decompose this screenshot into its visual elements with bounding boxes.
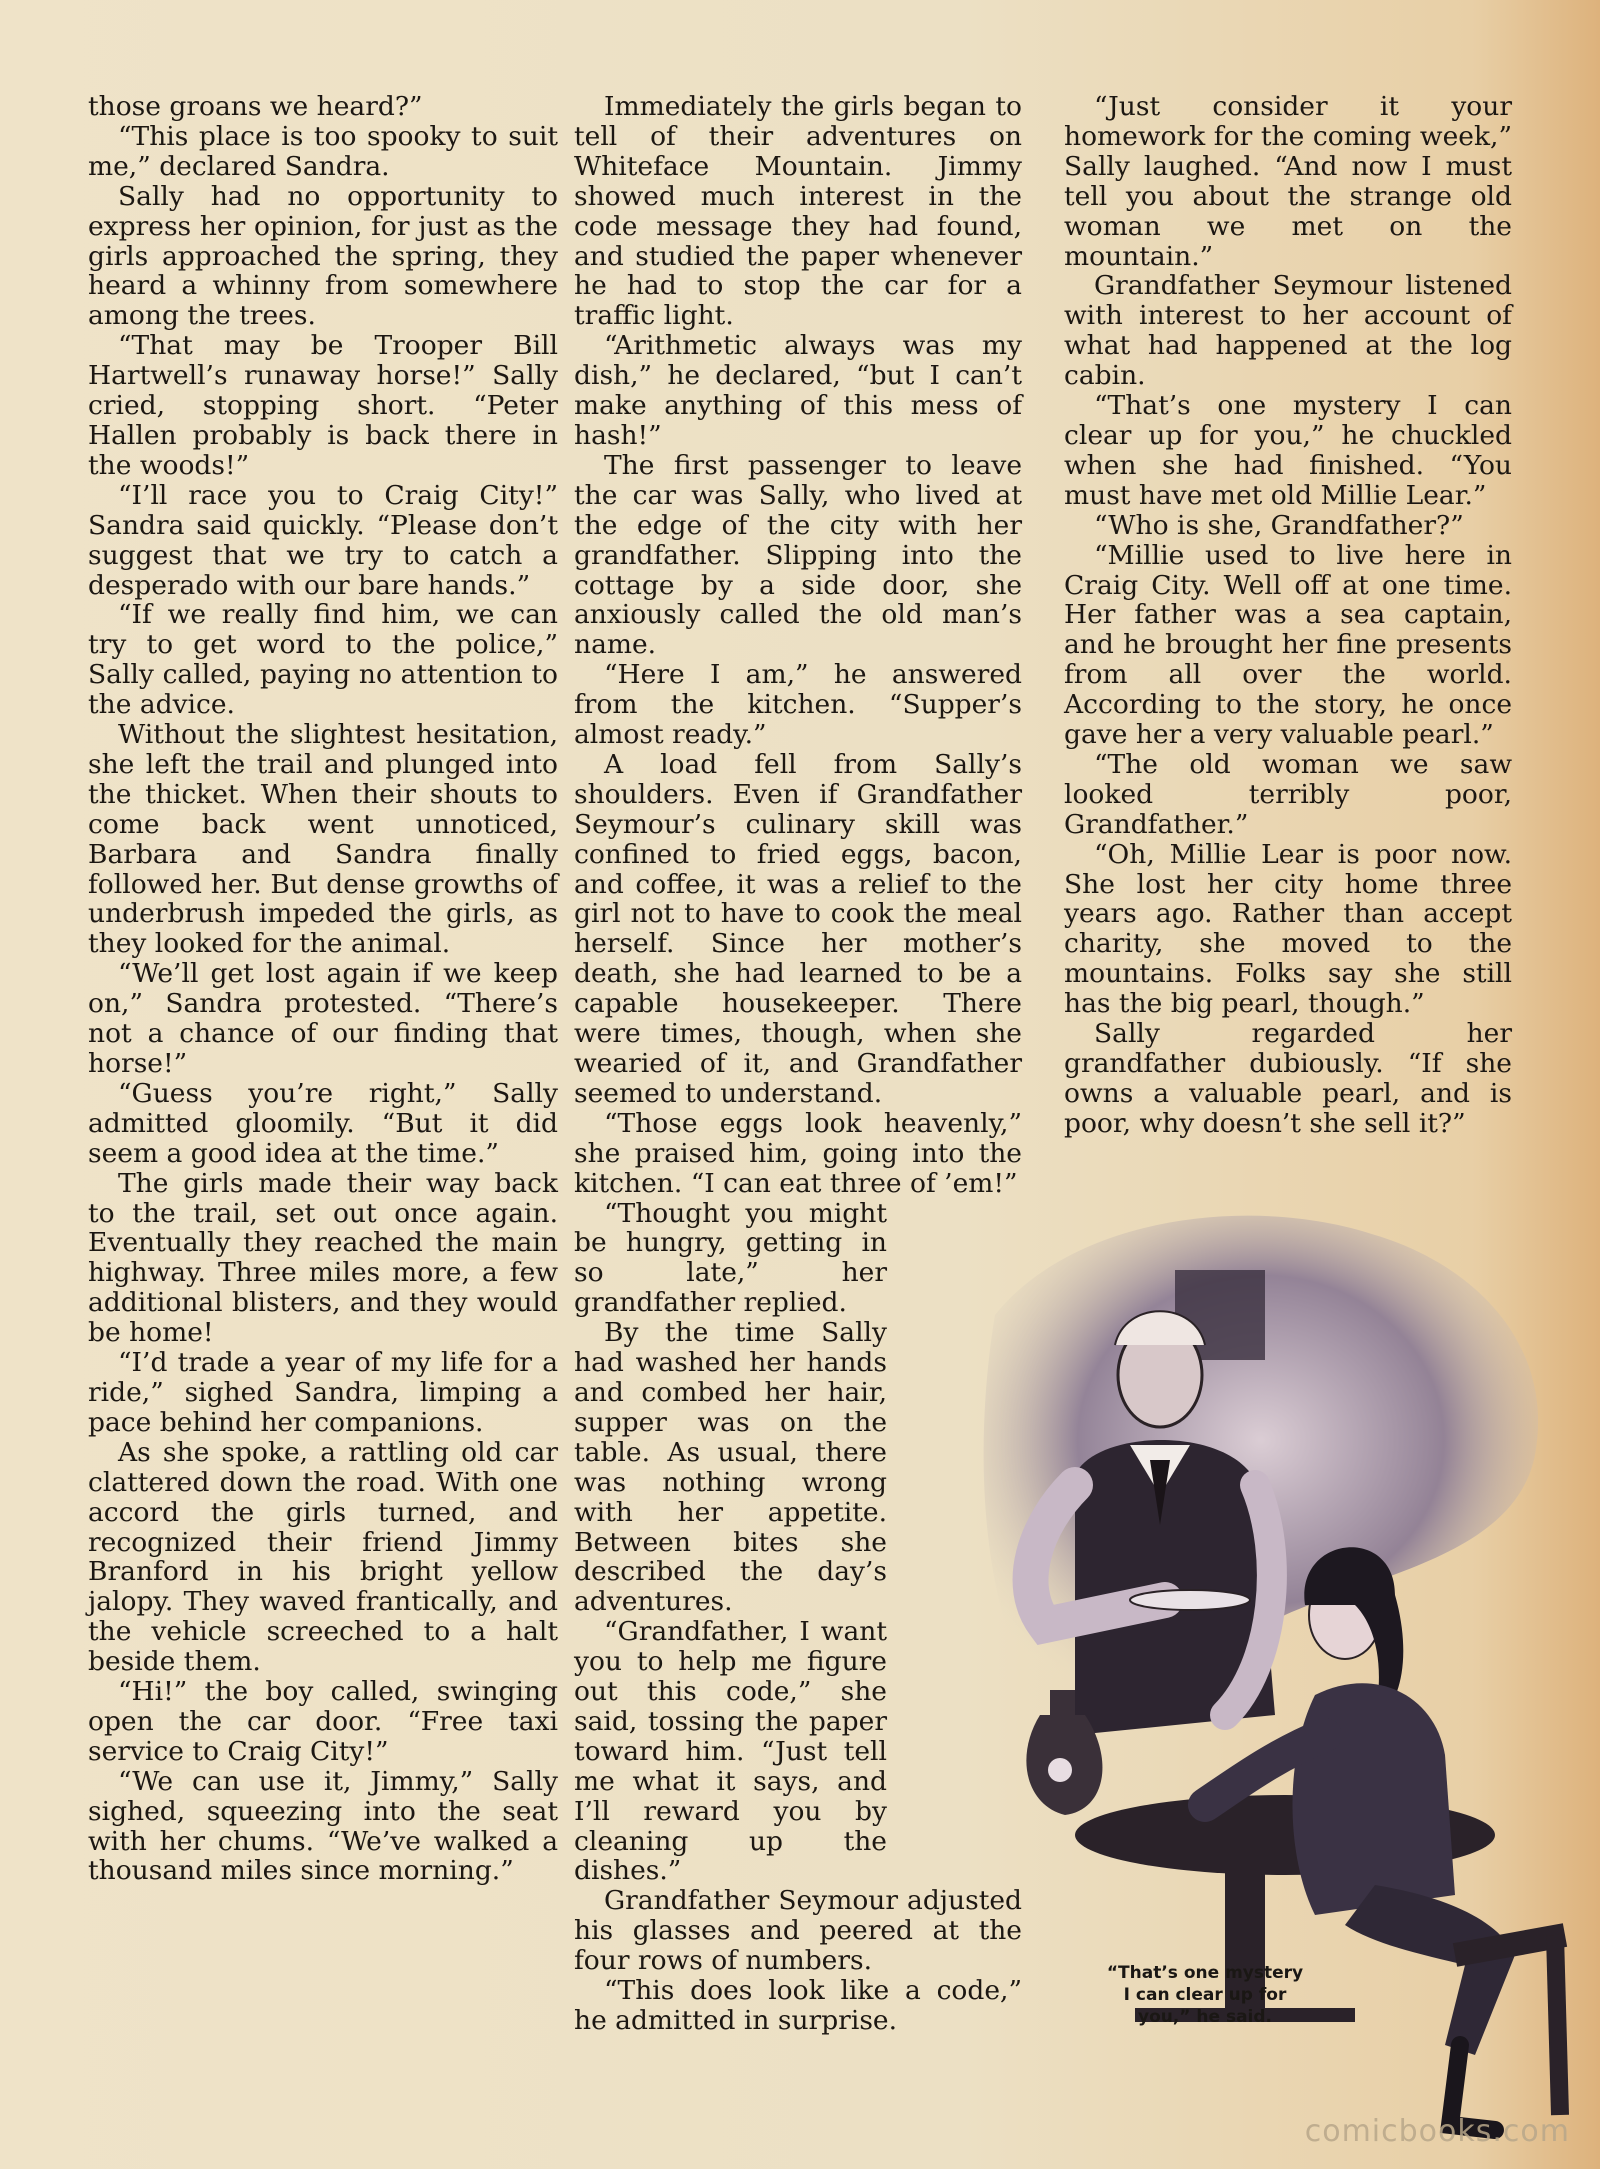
paragraph: Without the slightest hesitation, she left the trail and plunged into the thicket. When their shouts to come back went unnoticed, Barbara and Sandra finally followed her. But dense growths of underbrush impeded the girls, as they looked for the animal. [88,719,558,960]
paragraph: Immediately the girls began to tell of their adventures on Whiteface Mountain. Jimmy showed much interest in the code message they had found, and studied the paper whenever he had to stop the car for a traffic light. [574,91,1022,332]
paragraph: Sally had no opportunity to express her opinion, for just as the girls approached the spring, they heard a whinny from somewhere among the trees. [88,180,558,332]
text-column-3 [1064,92,1512,1139]
paragraph: “This does look like a code,” he admitted in surprise. [574,1975,1022,2036]
paragraph: Sally regarded her grandfather dubiously. “If she owns a valuable pearl, and is poor, why doesn’t she sell it?” [1064,1018,1512,1139]
paragraph: “I’ll race you to Craig City!” Sandra said quickly. “Please don’t suggest that we try to catch a desperado with our bare hands.” [88,479,558,601]
paragraph: As she spoke, a rattling old car clattered down the road. With one accord the girls turned, and recognized their friend Jimmy Branford in his bright yellow jalopy. They waved frantically, and the vehicle screeched to a halt beside them. [88,1436,558,1678]
paragraph: “If we really find him, we can try to get word to the police,” Sally called, paying no attention to the advice. [88,599,558,721]
paragraph: “Those eggs look heavenly,” she praised him, going into the kitchen. “I can eat three of ’em!” [574,1107,1022,1199]
paragraph: “Here I am,” he answered from the kitchen. “Supper’s almost ready.” [574,659,1022,751]
paragraph: “We’ll get lost again if we keep on,” Sandra protested. “There’s not a chance of our finding that horse!” [88,958,558,1079]
paragraph: “Oh, Millie Lear is poor now. She lost her city home three years ago. Rather than accept charity, she moved to the mountains. Folks say she still has the big pearl, though.” [1064,838,1512,1020]
text-column-1 [88,92,558,1886]
caption-line: I can clear up for [1123,1985,1287,2005]
paragraph: “We can use it, Jimmy,” Sally sighed, squeezing into the seat with her chums. “We’ve walked a thousand miles since morning.” [88,1765,558,1887]
paragraph: “Just consider it your homework for the coming week,” Sally laughed. “And now I must tell you about the strange old woman we met on the mountain.” [1064,91,1512,272]
paragraph: “This place is too spooky to suit me,” declared Sandra. [88,120,558,182]
paragraph: “The old woman we saw looked terribly poor, Grandfather.” [1064,748,1512,840]
paragraph: The first passenger to leave the car was Sally, who lived at the edge of the city with her grandfather. Slipping into the cottage by a side door, she anxiously called the old man’s name. [574,449,1022,661]
paragraph: A load fell from Sally’s shoulders. Even if Grandfather Seymour’s culinary skill was confined to fried eggs, bacon, and coffee, it was a relief to the girl not to have to cook the meal herself. Since her mother’s death, she had learned to be a capable housekeeper. There were times, though, when she wearied of it, and Grandfather seemed to understand. [574,748,1022,1109]
paragraph: Grandfather Seymour adjusted his glasses and peered at the four rows of numbers. [574,1885,1022,1977]
caption-line: you,” he said. [1137,2007,1272,2027]
paragraph: “Grandfather, I want you to help me figure out this code,” she said, tossing the paper toward him. “Just tell me what it says, and I’ll reward you by cleaning up the dishes.” [574,1616,887,1887]
illustration-caption [1085,1962,1325,2028]
caption-line: “That’s one mystery [1106,1963,1304,1983]
paragraph: “Arithmetic always was my dish,” he declared, “but I can’t make anything of this mess of hash!” [574,330,1022,451]
paragraph: “That’s one mystery I can clear up for you,” he chuckled when she had finished. “You must have met old Millie Lear.” [1064,390,1512,511]
paragraph: By the time Sally had washed her hands and combed her hair, supper was on the table. As usual, there was nothing wrong with her appetite. Between bites she described the day’s adventures. [574,1317,887,1618]
paragraph: “That may be Trooper Bill Hartwell’s runaway horse!” Sally cried, stopping short. “Peter Hallen probably is back there in the woods!” [88,330,558,481]
paragraph: Grandfather Seymour listened with interest to her account of what had happened at the log cabin. [1064,270,1512,392]
paragraph: “Who is she, Grandfather?” [1094,509,1464,541]
paragraph: “Thought you might be hungry, getting in so late,” her grandfather replied. [574,1197,887,1319]
paragraph: “Millie used to live here in Craig City. Well off at one time. Her father was a sea captain, and he brought her fine presents from all over the world. According to the story, he once gave her a very valuable pearl.” [1064,539,1512,751]
paragraph: those groans we heard?” [88,91,423,122]
paragraph: The girls made their way back to the trail, set out once again. Eventually they reached the main highway. Three miles more, a few additional blisters, and they would be home! [88,1167,558,1349]
paragraph: “Hi!” the boy called, swinging open the car door. “Free taxi service to Craig City!” [88,1676,558,1767]
paragraph: “I’d trade a year of my life for a ride,” sighed Sandra, limping a pace behind her companions. [88,1347,558,1438]
watermark: comicbooks.com [1304,2114,1570,2149]
paragraph: “Guess you’re right,” Sally admitted gloomily. “But it did seem a good idea at the time.” [88,1077,558,1169]
